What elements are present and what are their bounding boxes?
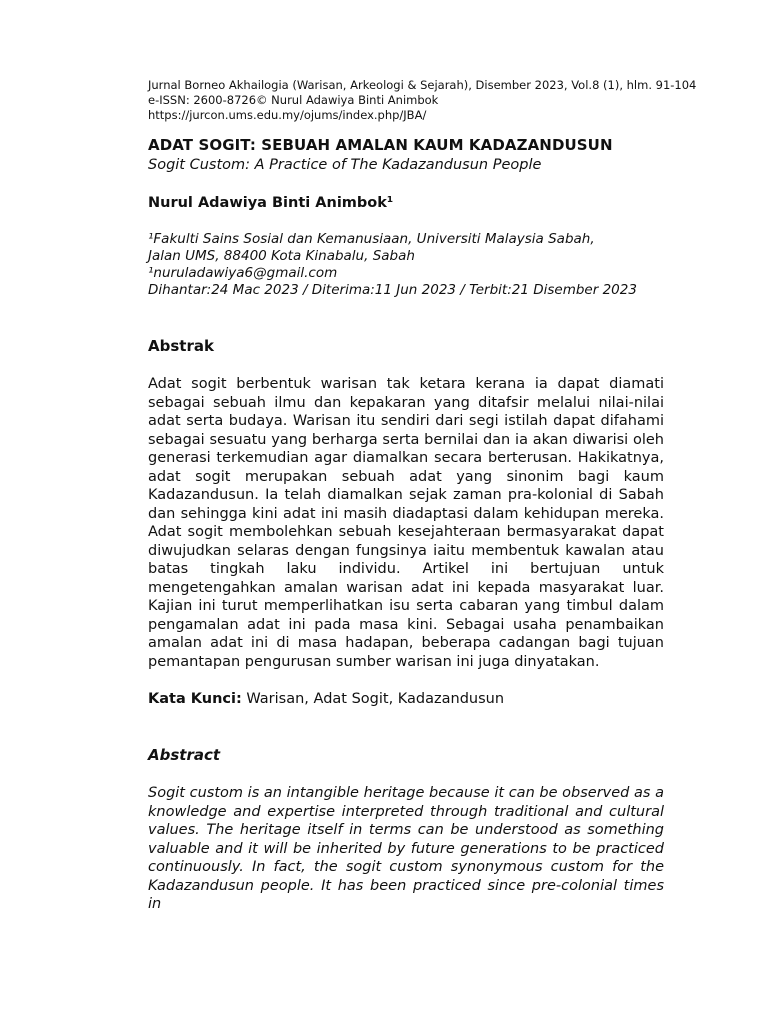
article-subtitle: Sogit Custom: A Practice of The Kadazandusun People	[148, 157, 542, 173]
keywords-values: Warisan, Adat Sogit, Kadazandusun	[241, 691, 505, 707]
submission-dates: Dihantar:24 Mac 2023 / Diterima:11 Jun 2023 / Terbit:21 Disember 2023	[148, 282, 637, 298]
keywords-label: Kata Kunci:	[148, 691, 242, 707]
abstrak-heading: Abstrak	[148, 337, 214, 355]
keywords	[148, 691, 504, 707]
abstrak-body: Adat sogit berbentuk warisan tak ketara kerana ia dapat diamati sebagai sebuah ilmu dan kepakaran yang ditafsir melalui nilai-nilai adat serta budaya. Warisan itu sendiri dari segi istilah dapat difahami sebagai sesuatu yang berharga serta bernilai dan ia akan diwarisi oleh generasi terkemudian agar diamalkan secara berterusan. Hakikatnya, adat sogit merupakan sebuah adat yang sinonim bagi kaum Kadazandusun. Ia telah diamalkan sejak zaman pra-kolonial di Sabah dan sehingga kini adat ini masih diadaptasi dalam kehidupan mereka. Adat sogit membolehkan sebuah kesejahteraan bermasyarakat dapat diwujudkan selaras dengan fungsinya iaitu membentuk kawalan atau batas tingkah laku individu. Artikel ini bertujuan untuk mengetengahkan amalan warisan adat ini kepada masyarakat luar. Kajian ini turut memperlihatkan isu serta cabaran yang timbul dalam pengamalan adat ini pada masa kini. Sebagai usaha penambaikan amalan adat ini di masa hadapan, beberapa cadangan bagi tujuan pemantapan pengurusan sumber warisan ini juga dinyatakan.	[148, 376, 664, 670]
abstract-body: Sogit custom is an intangible heritage because it can be observed as a knowledge and expertise interpreted through traditional and cultural values. The heritage itself in terms can be understood as something valuable and it will be inherited by future generations to be practiced continuously. In fact, the sogit custom synonymous custom for the Kadazandusun people. It has been practiced since pre-colonial times in	[148, 785, 664, 912]
article-title: ADAT SOGIT: SEBUAH AMALAN KAUM KADAZANDUSUN	[148, 136, 613, 154]
journal-citation: Jurnal Borneo Akhailogia (Warisan, Arkeologi & Sejarah), Disember 2023, Vol.8 (1), hlm. 91-104	[148, 78, 697, 92]
author-affiliation	[148, 231, 668, 299]
abstract-heading: Abstract	[148, 746, 221, 764]
journal-header	[148, 78, 708, 123]
author-name: Nurul Adawiya Binti Animbok¹	[148, 195, 394, 211]
journal-url: https://jurcon.ums.edu.my/ojums/index.php/JBA/	[148, 108, 427, 122]
author-email: ¹nuruladawiya6@gmail.com	[148, 265, 338, 281]
affiliation-line-1: ¹Fakulti Sains Sosial dan Kemanusiaan, Universiti Malaysia Sabah,	[148, 231, 595, 247]
issn-copyright: e-ISSN: 2600-8726© Nurul Adawiya Binti Animbok	[148, 93, 439, 107]
affiliation-line-2: Jalan UMS, 88400 Kota Kinabalu, Sabah	[148, 248, 415, 264]
